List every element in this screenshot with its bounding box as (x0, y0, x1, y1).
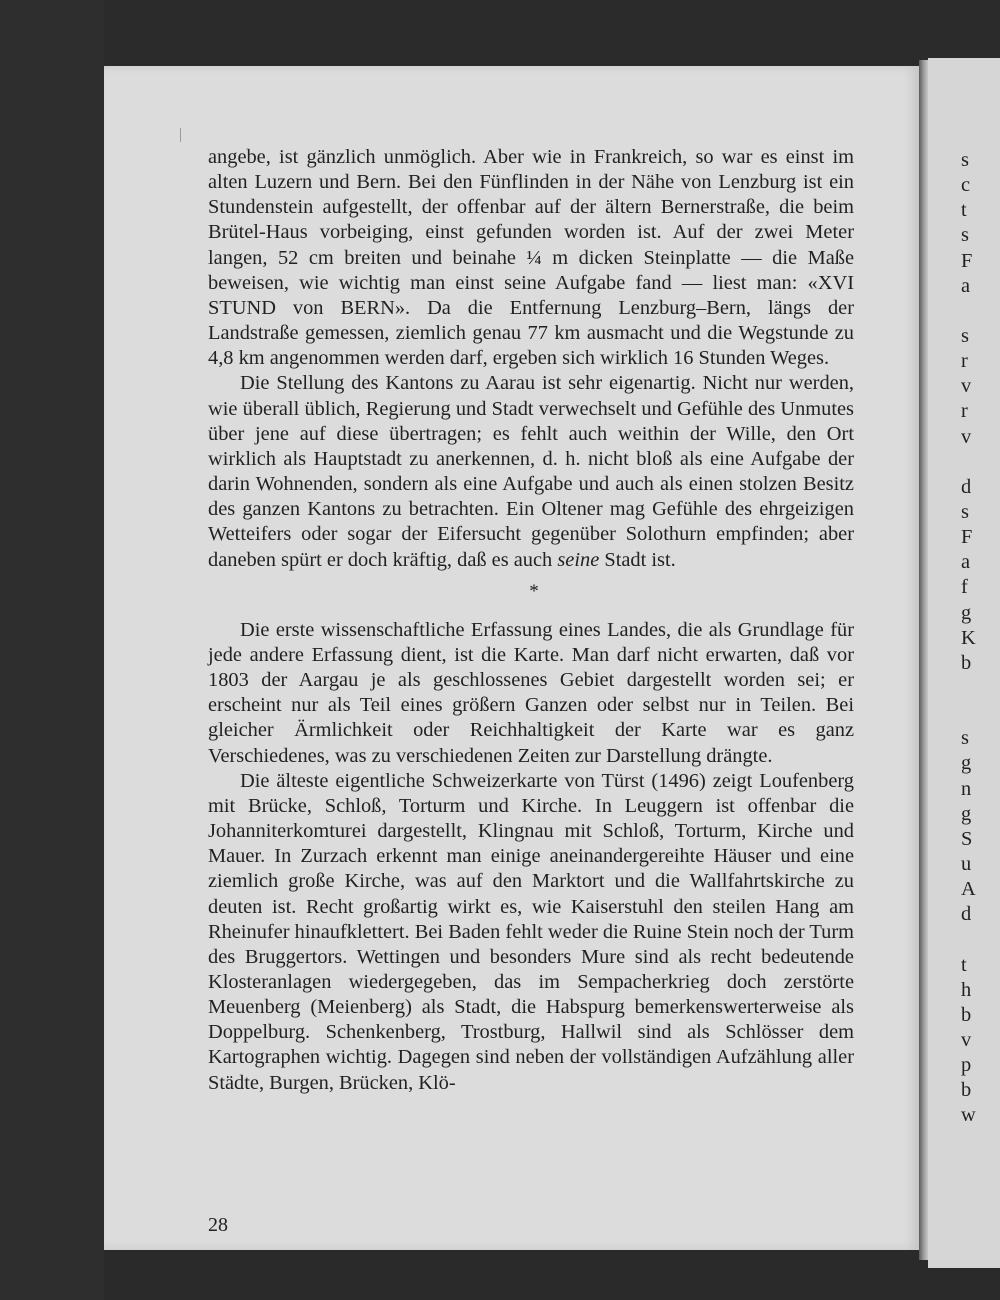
paragraph-1: angebe, ist gänzlich unmöglich. Aber wie in Frankreich, so war es einst im alten Luzern und Bern. Bei den Fünflinden in der Nähe von Lenzburg ist ein Stundenstein aufgestellt, der offenbar auf der ältern Bernerstraße, die beim Brütel-Haus vorbeiging, einst gefunden worden ist. Auf der zwei Meter langen, 52 cm breiten und beinahe ¼ m dicken Steinplatte — die Maße beweisen, wie wichtig man einst seine Aufgabe fand — liest man: «XVI STUND von BERN». Da die Entfernung Lenzburg–Bern, längs der Landstraße gemessen, ziemlich genau 77 km ausmacht und die Wegstunde zu 4,8 km angenommen werden darf, ergeben sich wirklich 16 Stunden Weges. (208, 146, 854, 370)
next-page-fragment: s (961, 324, 969, 347)
next-page-fragment (961, 701, 1000, 726)
next-page-fragment: n (961, 777, 972, 800)
paragraph-2-text: Die Stellung des Kantons zu Aarau ist sehr eigenartig. Nicht nur werden, wie überall üblich, Regierung und Stadt verwechselt und Gefühle des Unmutes über jene auf diese übertragen; es fehlt auch weithin der Wille, den Ort wirklich als Hauptstadt zu anerkennen, d. h. nicht bloß als eine Aufgabe der darin Wohnenden, sondern als eine Aufgabe und auch als einen stolzen Besitz des ganzen Kantons zu betrachten. Ein Oltener mag Gefühle des ehrgeizigen Wetteifers oder sogar der Eifersucht gegenüber Solothurn empfinden; aber daneben spürt er doch kräftig, daß es auch (208, 372, 854, 571)
next-page-fragment: v (961, 1028, 972, 1051)
next-page-fragment: F (961, 249, 973, 272)
next-page-fragment: t (961, 953, 967, 976)
next-page-fragment (961, 927, 1000, 952)
section-separator: * (529, 580, 539, 602)
scan-background-top (0, 0, 1000, 66)
next-page-fragment: f (961, 576, 968, 599)
next-page-fragment: w (961, 1104, 976, 1127)
next-page-fragment: b (961, 651, 972, 674)
next-page-fragment (961, 676, 1000, 701)
next-page-fragment (961, 450, 1000, 475)
next-page-text-fragments (961, 148, 1000, 1128)
next-page-fragment: s (961, 727, 969, 750)
next-page-fragment: u (961, 852, 972, 875)
next-page-fragment: g (961, 752, 972, 775)
next-page-fragment: r (961, 350, 968, 373)
emphasis-seine: seine (557, 548, 600, 571)
page-number: 28 (208, 1214, 228, 1236)
next-page-fragment: d (961, 475, 972, 498)
next-page-fragment: F (961, 526, 973, 549)
next-page-fragment: s (961, 224, 969, 247)
next-page-fragment: r (961, 400, 968, 423)
paragraph-2 (208, 371, 854, 572)
next-page-fragment: A (961, 878, 976, 901)
next-page-fragment: g (961, 601, 972, 624)
body-text (208, 145, 854, 1096)
next-page-fragment: b (961, 1079, 972, 1102)
next-page-fragment: h (961, 978, 972, 1001)
next-page-fragment: g (961, 802, 972, 825)
next-page-fragment: a (961, 551, 971, 574)
next-page-fragment: c (961, 174, 971, 197)
next-page-fragment: S (961, 827, 973, 850)
paragraph-4: Die älteste eigentliche Schweizerkarte von Türst (1496) zeigt Loufenberg mit Brücke, Schloß, Torturm und Kirche. In Leuggern ist offenbar die Johanniterkomturei dargestellt, Klingnau mit Schloß, Torturm, Kirche und Mauer. In Zurzach erkennt man einige aneinandergereihte Häuser und eine ziemlich große Kirche, was auf den Marktort und die Wallfahrtskirche zu deuten ist. Recht großartig wirkt es, wie Kaiserstuhl den steilen Hang am Rheinufer hinaufklettert. Bei Baden fehlt weder die Ruine Stein noch der Turm des Bruggertors. Wettingen und besonders Mure sind als recht bedeutende Klosteranlagen wiedergegeben, das im Sempacherkrieg doch zerstörte Meuenberg (Meienberg) als Stadt, die Habspurg bemerkenswerterweise als Doppelburg. Schenkenberg, Trostburg, Hallwil sind als Schlösser dem Kartographen wichtig. Dagegen sind neben der vollständigen Aufzählung aller Städte, Burgen, Brücken, Klö- (208, 769, 854, 1094)
next-page-fragment: b (961, 1003, 972, 1026)
next-page-fragment: p (961, 1054, 972, 1077)
next-page-fragment: s (961, 500, 969, 523)
next-page-fragment: v (961, 425, 972, 448)
next-page-fragment (961, 299, 1000, 324)
next-page-fragment: a (961, 274, 971, 297)
paragraph-3: Die erste wissenschaftliche Erfassung eines Landes, die als Grundlage für jede andere Erfassung dient, ist die Karte. Man darf nicht erwarten, daß vor 1803 der Aargau je als geschlossenes Gebiet dargestellt worden sei; er erscheint nur als Teil eines größern Ganzen oder selbst nur in Teilen. Bei gleicher Ärmlichkeit oder Reichhaltigkeit der Karte war es ganz Verschiedenes, was zu verschiedenen Zeiten zur Darstellung drängte. (208, 618, 854, 767)
page-mark (180, 128, 181, 142)
next-page-fragment: v (961, 375, 972, 398)
book-gutter (919, 60, 928, 1260)
next-page-fragment: d (961, 903, 972, 926)
next-page-fragment: s (961, 149, 969, 171)
next-page-fragment: t (961, 199, 967, 222)
paragraph-2-end: Stadt ist. (599, 548, 676, 571)
scan-background-left (0, 0, 104, 1300)
next-page-fragment: K (961, 626, 976, 649)
